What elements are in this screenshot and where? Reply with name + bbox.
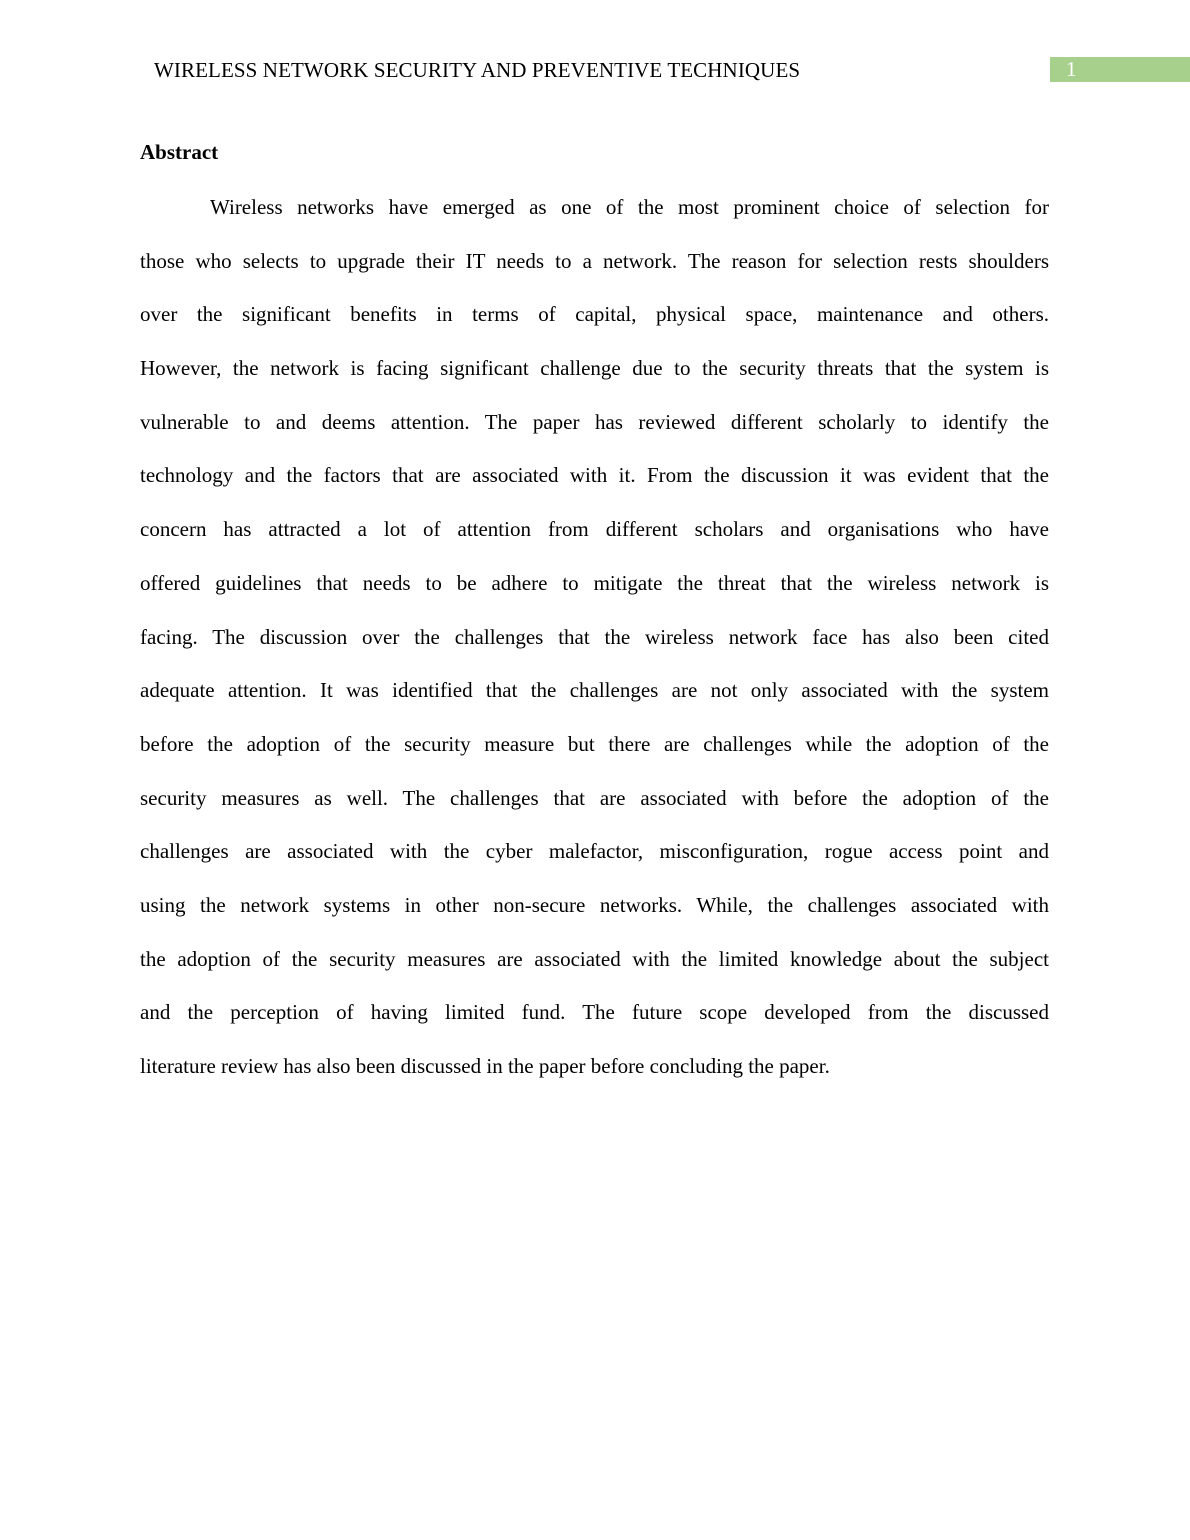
- text-line: [140, 409, 1049, 463]
- text-line: [140, 248, 1049, 302]
- text-line-content: and the perception of having limited fund. The future scope developed from the discussed: [140, 1000, 1049, 1025]
- text-line-content: using the network systems in other non-secure networks. While, the challenges associated with: [140, 892, 1049, 917]
- abstract-paragraph: [140, 194, 1049, 1107]
- page-number: 1: [1066, 57, 1077, 81]
- text-line-content: facing. The discussion over the challenges that the wireless network face has also been cited: [140, 624, 1049, 649]
- text-line-content: before the adoption of the security measure but there are challenges while the adoption of the: [140, 731, 1049, 756]
- text-line: [140, 1053, 1049, 1107]
- text-line-content: Wireless networks have emerged as one of the most prominent choice of selection for: [210, 195, 1049, 219]
- text-line-content: challenges are associated with the cyber malefactor, misconfiguration, rogue access point and: [140, 839, 1049, 864]
- text-line-content: technology and the factors that are associated with it. From the discussion it was evident that the: [140, 463, 1049, 488]
- text-line: [140, 677, 1049, 731]
- text-line-content: offered guidelines that needs to be adhere to mitigate the threat that the wireless network is: [140, 570, 1049, 595]
- text-line: [140, 355, 1049, 409]
- text-line-content: vulnerable to and deems attention. The paper has reviewed different scholarly to identify the: [140, 409, 1049, 434]
- text-line-content: However, the network is facing significant challenge due to the security threats that the system is: [140, 356, 1049, 381]
- text-line: [140, 946, 1049, 1000]
- text-line: [140, 731, 1049, 785]
- text-line: [140, 570, 1049, 624]
- text-line-content: literature review has also been discussed in the paper before concluding the paper.: [140, 1054, 830, 1078]
- text-line: [140, 516, 1049, 570]
- text-line-content: over the significant benefits in terms of capital, physical space, maintenance and others.: [140, 302, 1049, 327]
- text-line: [140, 624, 1049, 678]
- text-line-content: concern has attracted a lot of attention from different scholars and organisations who have: [140, 517, 1049, 542]
- text-line: [140, 838, 1049, 892]
- text-line-content: the adoption of the security measures are associated with the limited knowledge about the subject: [140, 946, 1049, 971]
- text-line: [140, 999, 1049, 1053]
- page-number-box: [1050, 57, 1190, 82]
- section-heading: Abstract: [140, 140, 219, 164]
- text-line-content: adequate attention. It was identified that the challenges are not only associated with the system: [140, 678, 1049, 703]
- text-line: [140, 301, 1049, 355]
- text-line-content: security measures as well. The challenges that are associated with before the adoption of the: [140, 785, 1049, 810]
- text-line: [140, 785, 1049, 839]
- text-line: [140, 892, 1049, 946]
- text-line: [140, 194, 1049, 248]
- text-line-content: those who selects to upgrade their IT needs to a network. The reason for selection rests shoulders: [140, 248, 1049, 273]
- text-line: [140, 462, 1049, 516]
- running-header: WIRELESS NETWORK SECURITY AND PREVENTIVE TECHNIQUES: [154, 58, 801, 82]
